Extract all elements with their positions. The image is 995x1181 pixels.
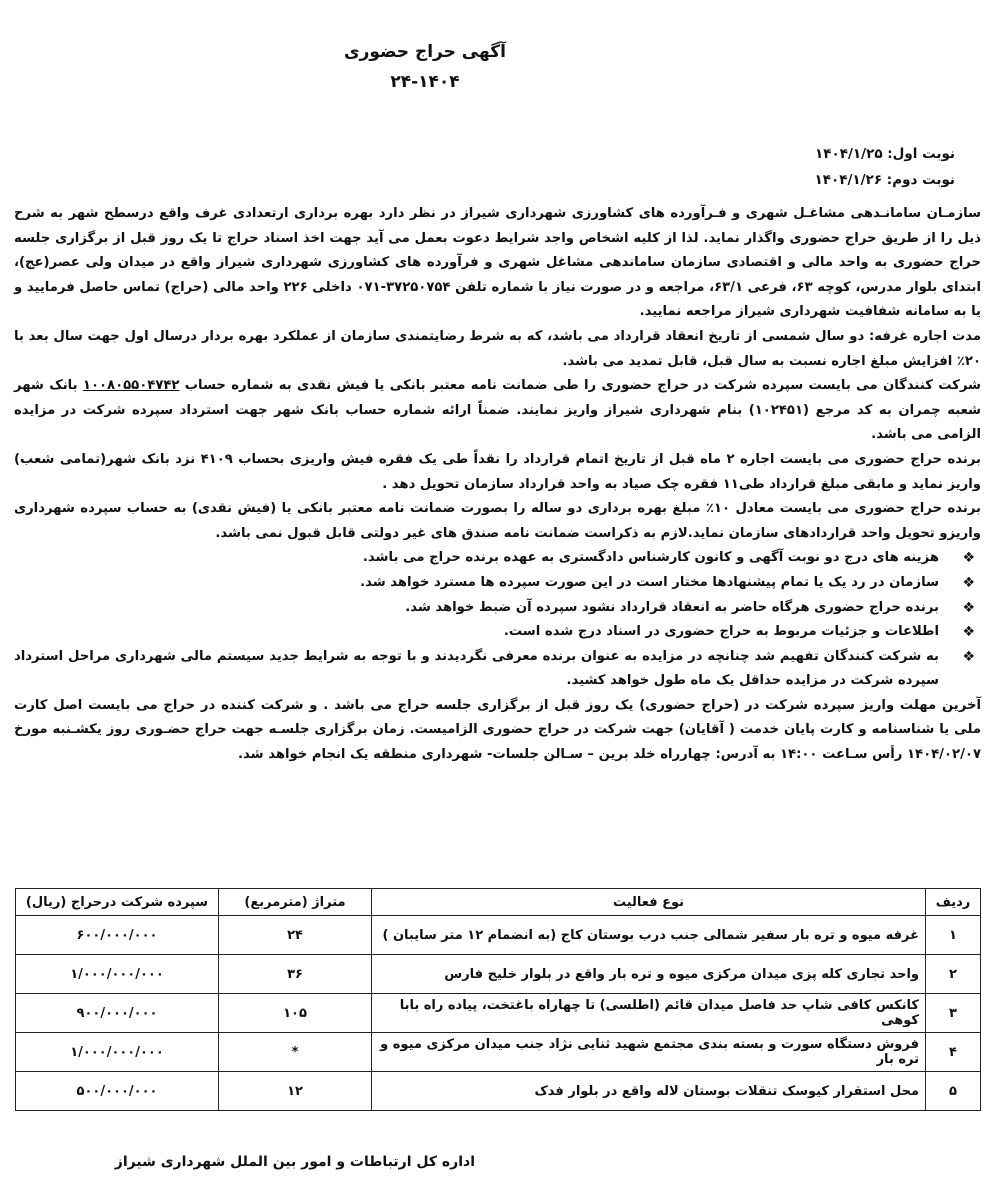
row-number: ۲ xyxy=(926,955,981,994)
conditions-list xyxy=(14,546,981,694)
row-deposit: ۱/۰۰۰/۰۰۰/۰۰۰ xyxy=(16,1033,219,1072)
signature-line: اداره کل ارتباطات و امور بین الملل شهرداری شیراز xyxy=(114,1154,475,1170)
first-notice-date: نوبت اول: ۱۴۰۴/۱/۲۵ xyxy=(815,146,955,162)
header-row-number: ردیف xyxy=(926,889,981,916)
diamond-bullet-icon: ❖ xyxy=(962,550,975,567)
row-activity: محل استقرار کیوسک تنقلات بوستان لاله واقع در بلوار فدک xyxy=(372,1072,926,1111)
notice-body xyxy=(14,202,981,768)
row-number: ۴ xyxy=(926,1033,981,1072)
diamond-bullet-icon: ❖ xyxy=(962,599,975,616)
header-activity: نوع فعالیت xyxy=(372,889,926,916)
winner-payment-paragraph: برنده حراج حضوری می بایست اجاره ۲ ماه قبل از تاریخ اتمام قرارداد را نقداً طی یک فقره فیش واریزی بحساب ۴۱۰۹ نزد بانک شهر(تمامی شعب) واریز نماید و مابقی مبلغ قرارداد طی۱۱ فقره چک صیاد به واحد قرارداد سازمان تحویل دهد . xyxy=(14,451,982,492)
table-row xyxy=(16,955,981,994)
table-row xyxy=(16,916,981,955)
items-table xyxy=(15,888,981,1111)
notice-title: آگهی حراج حضوری xyxy=(344,42,506,62)
deposit-paragraph xyxy=(14,374,981,448)
row-activity: کانکس کافی شاپ حد فاصل میدان قائم (اطلسی) تا چهاراه باغتخت، پیاده راه بابا کوهی xyxy=(372,994,926,1033)
deposit-text-start: شرکت کنندگان می بایست سپرده شرکت در حراج حضوری را طی ضمانت نامه معتبر بانکی یا فیش نقدی به شماره حساب xyxy=(179,378,981,394)
lease-paragraph: مدت اجاره غرفه: دو سال شمسی از تاریخ انعقاد قرارداد می باشد، که به شرط رضایتمندی سازمان از عملکرد بهره بردار درسال اول جهت سال بعد با ۲۰٪ افزایش مبلغ اجاره نسبت به سال قبل، قابل تمدید می باشد. xyxy=(14,328,981,369)
intro-paragraph: سازمـان سامانـدهی مشاغـل شهری و فـرآورده های کشاورزی شهرداری شیراز در نظر دارد بهره برداری ارتعدادی غرف واقع درسطح شهر به شرح ذیل را از طریق حراج حضوری واگذار نماید. لذا از کلیه اشخاص واجد شرایط دعوت بعمل می آید جهت اخذ اسناد حراج تا یک روز قبل از برگزاری جلسه حراج حضوری به واحد مالی و اقتصادی سازمان ساماندهی مشاغل شهری و فرآورده های کشاورزی شهرداری شیراز واقع در میدان ولی عصر(عج)، ابتدای بلوار مدرس، کوچه ۶۳، فرعی ۶۳/۱، مراجعه و در صورت نیاز با شماره تلفن ۳۷۲۵۰۷۵۴-۰۷۱ داخلی ۲۲۶ واحد مالی (حراج) تماس حاصل فرمایید و یا به سامانه شفافیت شهرداری شیراز مراجعه نمایید. xyxy=(14,206,981,320)
condition-item: ❖ سازمان در رد یک یا تمام پیشنهادها مختار است در این صورت سپرده ها مسترد خواهد شد. xyxy=(14,571,981,596)
condition-item: ❖ اطلاعات و جزئیات مربوط به حراج حضوری در اسناد درج شده است. xyxy=(14,620,981,645)
row-area: ۲۴ xyxy=(219,916,372,955)
row-deposit: ۵۰۰/۰۰۰/۰۰۰ xyxy=(16,1072,219,1111)
row-activity: غرفه میوه و تره بار سفیر شمالی جنب درب بوستان کاج (به انضمام ۱۲ متر سایبان ) xyxy=(372,916,926,955)
row-area: ۱۲ xyxy=(219,1072,372,1111)
row-number: ۱ xyxy=(926,916,981,955)
second-notice-date: نوبت دوم: ۱۴۰۴/۱/۲۶ xyxy=(814,172,955,188)
row-area: ۱۰۵ xyxy=(219,994,372,1033)
table-row xyxy=(16,1033,981,1072)
row-deposit: ۱/۰۰۰/۰۰۰/۰۰۰ xyxy=(16,955,219,994)
condition-item: ❖ برنده حراج حضوری هرگاه حاضر به انعقاد قرارداد نشود سپرده آن ضبط خواهد شد. xyxy=(14,596,981,621)
deadline-paragraph: آخرین مهلت واریز سپرده شرکت در (حراج حضوری) یک روز قبل از برگزاری جلسه حراج می باشد . و شرکت کننده در حراج می بایست اصل کارت ملی یا شناسنامه و کارت پایان خدمت ( آقایان) جهت شرکت در حراج حضوری الزامیست. زمان برگزاری جلسـه جهت حراج حضـوری روز یکشـنبه مورخ ۱۴۰۴/۰۲/۰۷ رأس سـاعت ۱۴:۰۰ به آدرس: چهارراه خلد برین – سـالن جلسات- شهرداری منطقه یک انجام خواهد شد. xyxy=(14,697,981,763)
deposit-account-number: ۱۰۰۸۰۵۵۰۴۷۴۲ xyxy=(82,378,180,394)
diamond-bullet-icon: ❖ xyxy=(962,648,975,665)
table-header-row xyxy=(16,889,981,916)
row-area: * xyxy=(219,1033,372,1072)
notice-number: ۲۴-۱۴۰۴ xyxy=(390,72,460,92)
header-area: متراژ (مترمربع) xyxy=(219,889,372,916)
row-activity: فروش دستگاه سورت و بسته بندی مجتمع شهید ثنایی نژاد جنب میدان مرکزی میوه و تره بار xyxy=(372,1033,926,1072)
row-activity: واحد تجاری کله پزی میدان مرکزی میوه و تره بار واقع در بلوار خلیج فارس xyxy=(372,955,926,994)
row-deposit: ۶۰۰/۰۰۰/۰۰۰ xyxy=(16,916,219,955)
row-area: ۳۶ xyxy=(219,955,372,994)
deposit-text-end: بانک شهر شعبه چمران به کد مرجع (۱۰۲۴۵۱) بنام شهرداری شیراز واریز نمایند. ضمناً ارائه شماره حساب بانک شهر جهت استرداد سپرده شرکت در مزایده الزامی می باشد. xyxy=(14,378,981,443)
diamond-bullet-icon: ❖ xyxy=(962,574,975,591)
row-deposit: ۹۰۰/۰۰۰/۰۰۰ xyxy=(16,994,219,1033)
condition-item: ❖ هزینه های درج دو نوبت آگهی و کانون کارشناس دادگستری به عهده برنده حراج می باشد. xyxy=(14,546,981,571)
header-deposit: سپرده شرکت درحراج (ریال) xyxy=(16,889,219,916)
table-row xyxy=(16,994,981,1033)
condition-item: ❖ به شرکت کنندگان تفهیم شد چنانچه در مزایده به عنوان برنده معرفی نگردیدند و با توجه به شرایط جدید سیستم مالی شهرداری مراحل استرداد سپرده شرکت در مزایده حداقل یک ماه طول خواهد کشید. xyxy=(14,645,981,694)
table-row xyxy=(16,1072,981,1111)
row-number: ۵ xyxy=(926,1072,981,1111)
row-number: ۳ xyxy=(926,994,981,1033)
winner-guarantee-paragraph: برنده حراج حضوری می بایست معادل ۱۰٪ مبلغ بهره برداری دو ساله را بصورت ضمانت نامه معتبر بانکی یا (فیش نقدی) به حساب سپرده شهرداری واریزو تحویل واحد قراردادهای سازمان نماید.لازم به ذکراست ضمانت نامه صندق های غیر دولتی قابل قبول نمی باشد. xyxy=(14,501,982,541)
diamond-bullet-icon: ❖ xyxy=(962,624,975,641)
